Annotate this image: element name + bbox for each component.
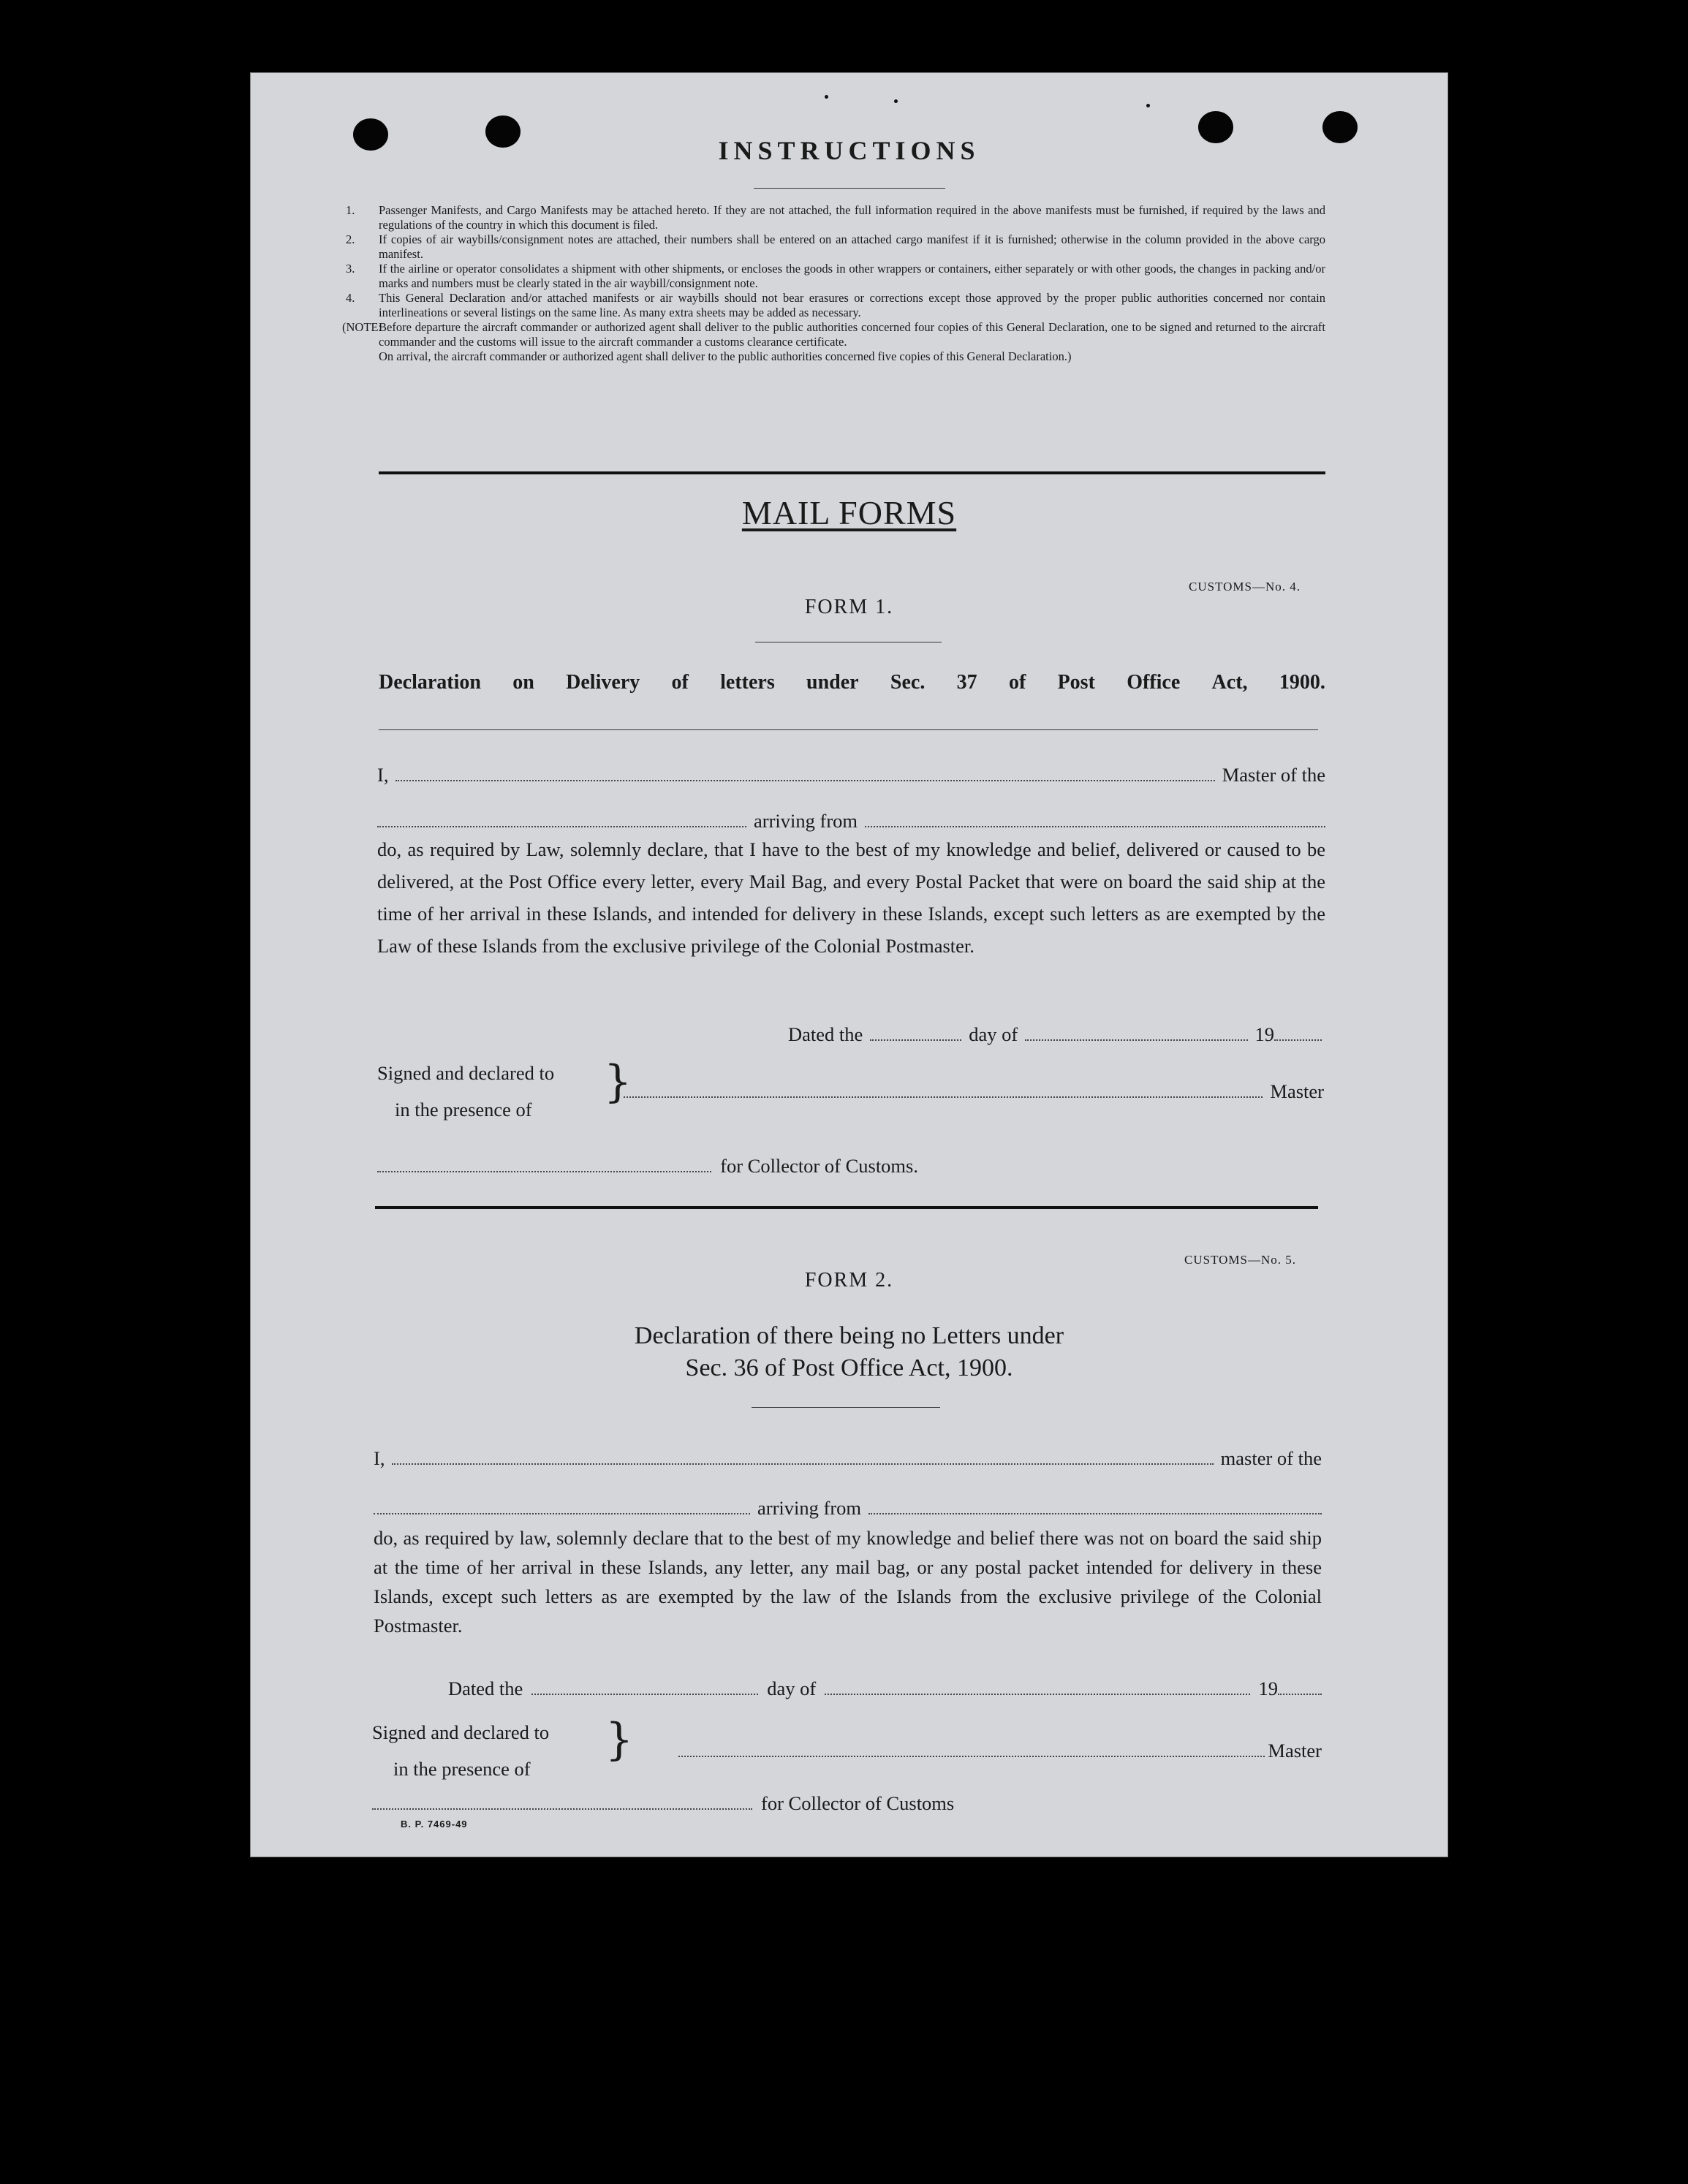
document-page xyxy=(251,73,1447,1857)
form2-body: do, as required by law, solemnly declare that to the best of my knowledge and belief there was not on board the said ship at the time of her arrival in these Islands, any letter, any mail bag, or any postal packet intended for delivery in these Islands, except such letters as are exempted by the law of the Islands from the exclusive privilege of the Colonial Postmaster. xyxy=(374,1527,1322,1637)
form2-dated-line: Dated the day of 19 xyxy=(448,1677,1322,1700)
form2-declaration-title-2: Sec. 36 of Post Office Act, 1900. xyxy=(685,1354,1013,1381)
form2-customs-number: CUSTOMS—No. 5. xyxy=(1184,1253,1297,1267)
dated-field[interactable] xyxy=(531,1679,758,1695)
dated-field[interactable] xyxy=(870,1025,961,1041)
form1-signed-label-2: in the presence of xyxy=(395,1099,532,1121)
form1-title-rule xyxy=(379,729,1318,730)
name-field[interactable] xyxy=(392,1449,1213,1465)
speck xyxy=(1146,104,1150,107)
instructions-title: INSTRUCTIONS xyxy=(718,136,980,165)
instruction-item: 3. If the airline or operator consolidates a shipment with other shipments, or encloses the goods in other wrappers or containers, either separately or with other goods, the changes in packing and/or marks and numbers must be clearly stated in the air waybill/consignment note. xyxy=(346,262,1325,290)
instructions-list xyxy=(342,203,1325,364)
form1-label: FORM 1. xyxy=(804,596,894,618)
brace-icon: } xyxy=(605,1714,634,1765)
day-of-field[interactable] xyxy=(1025,1025,1247,1041)
brace-icon: } xyxy=(604,1056,632,1107)
speck xyxy=(825,95,828,99)
ship-name-field[interactable] xyxy=(377,811,746,827)
form2-ship-line: arriving from xyxy=(374,1497,1322,1520)
form1-body: do, as required by Law, solemnly declare, that I have to the best of my knowledge and belief, delivered or caused to be delivered, at the Post Office every letter, every Mail Bag, and every Postal Packet that were on board the said ship at the time of her arrival in these Islands, and intended for delivery in these Islands, except such letters as are exempted by the Law of these Islands from the exclusive privilege of the Colonial Postmaster. xyxy=(377,838,1325,957)
year-field[interactable] xyxy=(1274,1025,1322,1041)
form1-master-line: Master xyxy=(624,1080,1324,1103)
form1-name-line: I, Master of the xyxy=(377,764,1325,786)
form1-ship-line: arriving from xyxy=(377,810,1325,833)
form2-master-line: Master xyxy=(678,1740,1322,1762)
form-divider xyxy=(375,1206,1318,1209)
form2-label: FORM 2. xyxy=(804,1269,894,1292)
collector-signature-field[interactable] xyxy=(377,1156,711,1172)
instruction-item: 2. If copies of air waybills/consignment notes are attached, their numbers shall be entered on an attached cargo manifest if it is furnished; otherwise in the column provided in the above cargo manifest. xyxy=(346,232,1325,261)
year-field[interactable] xyxy=(1278,1679,1322,1695)
day-of-field[interactable] xyxy=(825,1679,1249,1695)
form1-signed-label-1: Signed and declared to xyxy=(377,1062,555,1084)
form2-signed-label-2: in the presence of xyxy=(393,1758,531,1780)
collector-signature-field[interactable] xyxy=(372,1794,752,1810)
instruction-item: 4. This General Declaration and/or attached manifests or air waybills should not bear erasures or corrections except those approved by the proper public authorities concerned nor contain interlineations or several listings on the same line. As many extra sheets may be added as necessary. xyxy=(346,291,1325,319)
master-signature-field[interactable] xyxy=(678,1741,1265,1757)
title-underline xyxy=(754,188,945,189)
instruction-item: 1. Passenger Manifests, and Cargo Manifests may be attached hereto. If they are not attached, the full information required in the above manifests must be furnished, if required by the laws and regulations of the country in which this document is filed. xyxy=(346,203,1325,232)
form1-dated-line: Dated the day of 19 xyxy=(788,1023,1322,1046)
ship-name-field[interactable] xyxy=(374,1498,750,1514)
speck xyxy=(894,99,898,103)
form1-declaration-title: Declaration on Delivery of letters under Sec. 37 of Post Office Act, 1900. xyxy=(379,671,1325,694)
form2-declaration-title-1: Declaration of there being no Letters under xyxy=(634,1322,1064,1349)
master-signature-field[interactable] xyxy=(624,1082,1263,1098)
instruction-note-arrival: On arrival, the aircraft commander or authorized agent shall deliver to the public authorities concerned five copies of this General Declaration.) xyxy=(379,349,1072,363)
form2-collector-line: for Collector of Customs xyxy=(372,1792,1015,1815)
instruction-note: (NOTE: Before departure the aircraft commander or authorized agent shall deliver to the public authorities concerned four copies of this General Declaration, one to be signed and returned to the aircraft commander and the customs will issue to the aircraft commander a customs clearance certificate. xyxy=(342,320,1325,349)
mail-forms-title: MAIL FORMS xyxy=(741,494,957,531)
form2-name-line: I, master of the xyxy=(374,1447,1322,1469)
form1-customs-number: CUSTOMS—No. 4. xyxy=(1189,580,1301,594)
arriving-from-field[interactable] xyxy=(868,1498,1322,1514)
name-field[interactable] xyxy=(395,765,1214,781)
form2-title-underline xyxy=(752,1407,940,1408)
form2-signed-label-1: Signed and declared to xyxy=(372,1721,550,1743)
form-print-code: B. P. 7469-49 xyxy=(401,1819,468,1830)
form1-collector-line: for Collector of Customs. xyxy=(377,1155,918,1178)
arriving-from-field[interactable] xyxy=(865,811,1325,827)
section-divider xyxy=(379,471,1325,474)
